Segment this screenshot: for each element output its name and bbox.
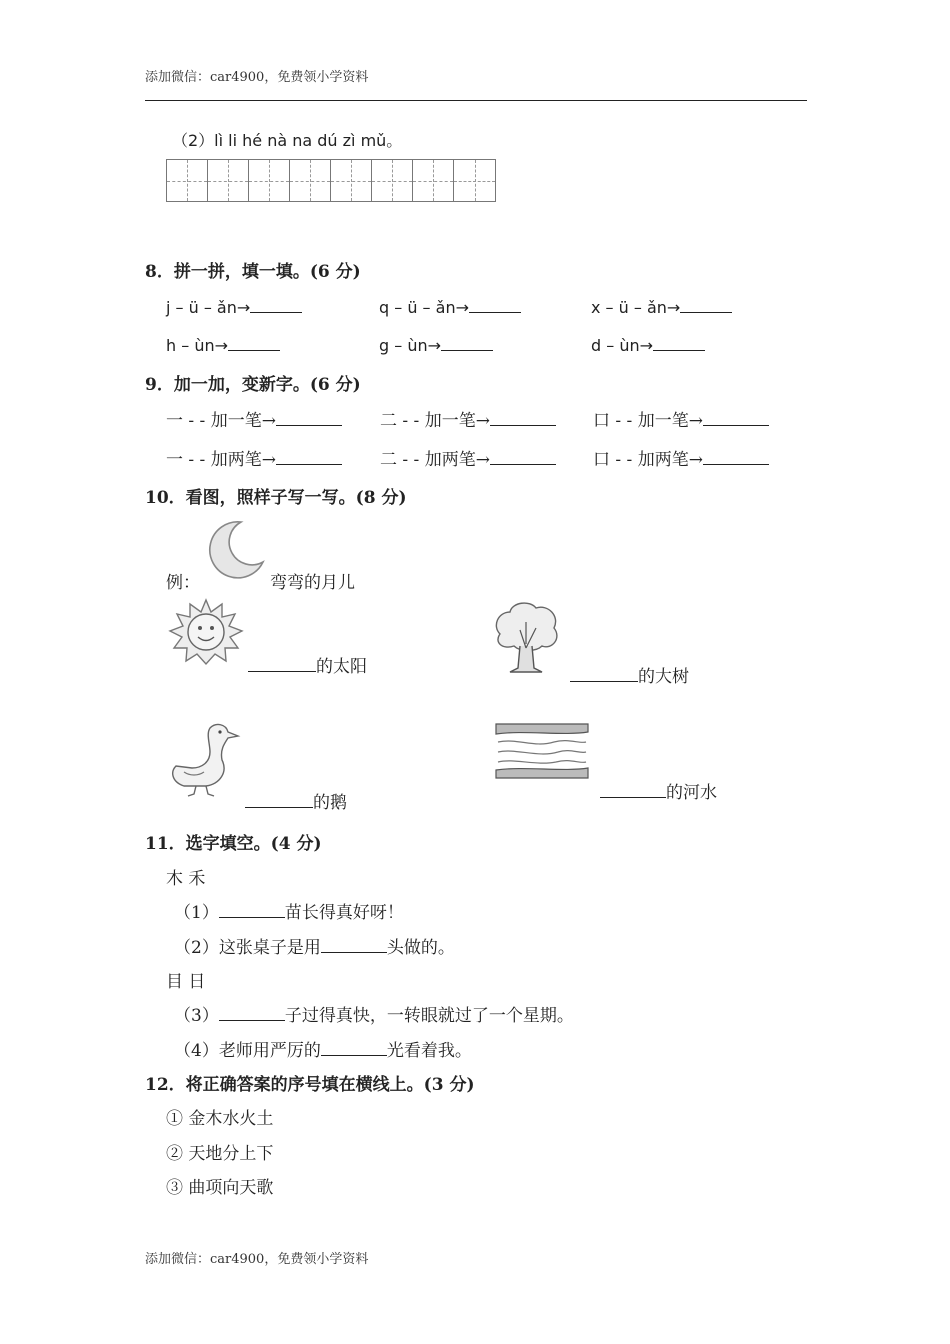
grid-cell[interactable]: [372, 160, 413, 201]
pinyin-prompt: g – ùn→: [379, 336, 442, 355]
grid-cell[interactable]: [290, 160, 331, 201]
q11-title: 11．选字填空。(4 分): [145, 834, 322, 854]
answer-blank[interactable]: [490, 448, 556, 465]
page-header: 添加微信：car4900，免费领小学资料: [145, 70, 369, 85]
q9-r1-c3: [593, 406, 769, 431]
q7-item2-pinyin: （2）lì li hé nà na dú zì mǔ。: [172, 131, 403, 150]
example-text: 弯弯的月儿: [270, 573, 355, 593]
prompt: 二 - - 加一笔→: [380, 411, 490, 431]
answer-blank[interactable]: [276, 409, 342, 426]
answer-blank[interactable]: [219, 901, 285, 918]
writing-grid[interactable]: [166, 159, 496, 202]
sentence-suffix: 子过得真快，一转眼就过了一个星期。: [284, 1006, 574, 1026]
q11-sentence-1: [174, 898, 404, 923]
q12-title: 12．将正确答案的序号填在横线上。(3 分): [145, 1075, 475, 1095]
item-label: 的河水: [666, 783, 717, 803]
sentence-prefix: （1）: [174, 903, 219, 923]
answer-blank[interactable]: [321, 936, 387, 953]
pinyin-prompt: q – ü – ǎn→: [379, 298, 469, 317]
q8-r2-c1: [166, 334, 280, 355]
q9-r1-c2: [380, 406, 556, 431]
q10-item-sun: [248, 652, 367, 677]
pinyin-prompt: h – ùn→: [166, 336, 228, 355]
sentence-suffix: 头做的。: [386, 938, 455, 958]
item-label: 的大树: [638, 667, 689, 687]
q9-r2-c2: [380, 445, 556, 470]
answer-blank[interactable]: [680, 296, 732, 313]
q8-r1-c3: [591, 296, 732, 317]
answer-blank[interactable]: [228, 334, 280, 351]
grid-cell[interactable]: [208, 160, 249, 201]
river-icon: [494, 720, 590, 782]
answer-blank[interactable]: [653, 334, 705, 351]
grid-cell[interactable]: [413, 160, 454, 201]
answer-blank[interactable]: [703, 409, 769, 426]
prompt: 一 - - 加两笔→: [166, 450, 276, 470]
answer-blank[interactable]: [250, 296, 302, 313]
q9-r2-c3: [593, 445, 769, 470]
answer-blank[interactable]: [703, 448, 769, 465]
grid-cell[interactable]: [167, 160, 208, 201]
grid-cell[interactable]: [249, 160, 290, 201]
q12-option-3: ③ 曲项向天歌: [166, 1178, 274, 1198]
header-divider: [145, 100, 807, 101]
item-label: 的太阳: [316, 657, 367, 677]
q10-item-goose: [245, 788, 347, 813]
prompt: 口 - - 加两笔→: [593, 450, 703, 470]
q11-choices-1: 木 禾: [166, 869, 206, 889]
q12-option-1: ① 金木水火土: [166, 1109, 274, 1129]
sentence-prefix: （4）老师用严厉的: [174, 1041, 321, 1061]
pinyin-prompt: j – ü – ǎn→: [166, 298, 251, 317]
q8-title: 8．拼一拼，填一填。(6 分): [145, 262, 361, 282]
pinyin-prompt: d – ùn→: [591, 336, 654, 355]
q11-sentence-3: [174, 1001, 574, 1026]
answer-blank[interactable]: [490, 409, 556, 426]
grid-cell[interactable]: [454, 160, 495, 201]
sentence-suffix: 光看着我。: [386, 1041, 472, 1061]
sentence-prefix: （3）: [174, 1006, 219, 1026]
q9-r1-c1: [166, 406, 342, 431]
prompt: 二 - - 加两笔→: [380, 450, 490, 470]
prompt: 一 - - 加一笔→: [166, 411, 276, 431]
sun-icon: [166, 598, 246, 666]
q8-r1-c1: [166, 296, 302, 317]
q8-r2-c3: [591, 334, 705, 355]
example-label: 例：: [166, 573, 200, 593]
answer-blank[interactable]: [219, 1004, 285, 1021]
answer-blank[interactable]: [441, 334, 493, 351]
grid-cell[interactable]: [331, 160, 372, 201]
q10-item-river: [600, 778, 717, 803]
tree-icon: [490, 600, 562, 676]
q11-choices-2: 目 日: [166, 972, 206, 992]
answer-blank[interactable]: [469, 296, 521, 313]
answer-blank[interactable]: [276, 448, 342, 465]
q10-item-tree: [570, 662, 689, 687]
answer-blank[interactable]: [245, 791, 313, 808]
answer-blank[interactable]: [570, 665, 638, 682]
q12-option-2: ② 天地分上下: [166, 1144, 274, 1164]
answer-blank[interactable]: [321, 1039, 387, 1056]
sentence-suffix: 苗长得真好呀！: [284, 903, 404, 923]
q8-r1-c2: [379, 296, 521, 317]
answer-blank[interactable]: [600, 781, 666, 798]
item-label: 的鹅: [313, 793, 347, 813]
q7-item2: [172, 128, 402, 151]
q11-sentence-2: [174, 933, 455, 958]
page-footer: 添加微信：car4900，免费领小学资料: [145, 1252, 369, 1267]
sentence-prefix: （2）这张桌子是用: [174, 938, 321, 958]
moon-icon: [205, 518, 267, 580]
answer-blank[interactable]: [248, 655, 316, 672]
q10-title: 10．看图，照样子写一写。(8 分): [145, 488, 407, 508]
q8-r2-c2: [379, 334, 493, 355]
goose-icon: [166, 718, 242, 798]
q11-sentence-4: [174, 1036, 472, 1061]
q9-title: 9．加一加，变新字。(6 分): [145, 375, 361, 395]
q9-r2-c1: [166, 445, 342, 470]
pinyin-prompt: x – ü – ǎn→: [591, 298, 681, 317]
prompt: 口 - - 加一笔→: [593, 411, 703, 431]
